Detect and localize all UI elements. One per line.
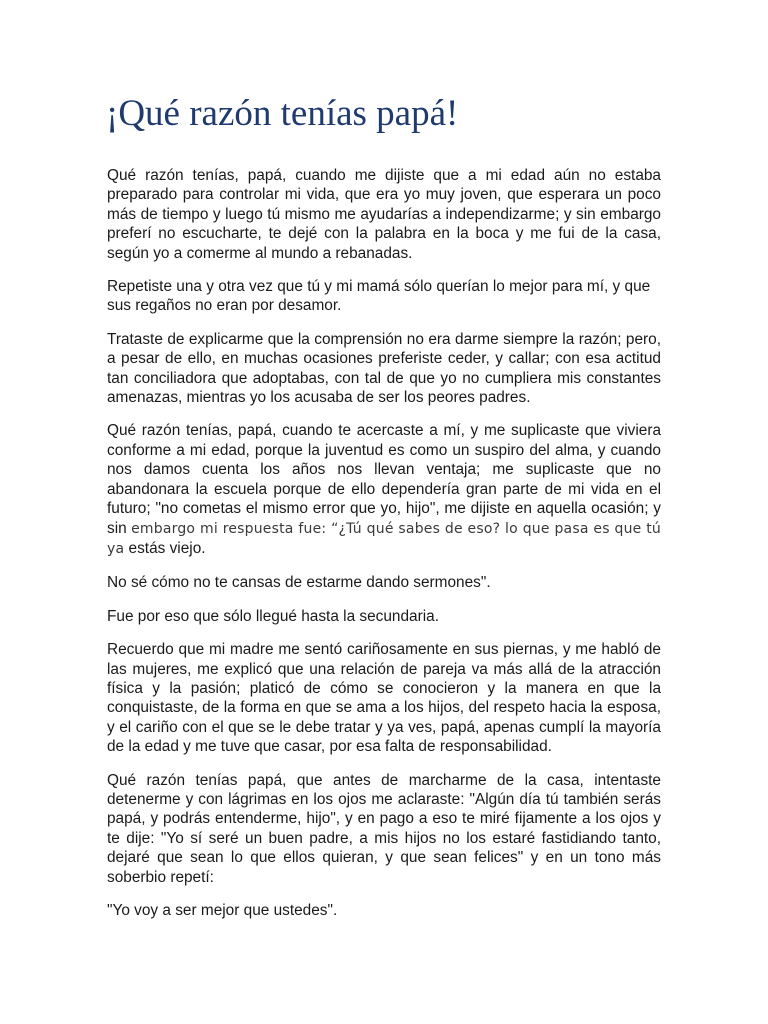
- paragraph-1: Qué razón tenías, papá, cuando me dijiste que a mi edad aún no estaba preparado para controlar mi vida, que era yo muy joven, que esperara un poco más de tiempo y luego tú mismo me ayudarías a independizarme; y sin embargo preferí no escucharte, te dejé con la palabra en la boca y me fui de la casa, según yo a comerme al mundo a rebanadas.: [107, 167, 661, 262]
- paragraph-8: Qué razón tenías papá, que antes de marcharme de la casa, intentaste detenerme y con lágrimas en los ojos me aclaraste: "Algún día tú también serás papá, y podrás entenderme, hijo", y en pago a eso te miré fijamente a los ojos y te dije: "Yo sí seré un buen padre, a mis hijos no los estaré fastidiando tanto, dejaré que sean lo que ellos quieran, y que sean felices" y en un tono más soberbio repetí:: [107, 771, 661, 886]
- paragraph-4-ending: estás viejo.: [128, 539, 206, 557]
- paragraph-7: Recuerdo que mi madre me sentó cariñosamente en sus piernas, y me habló de las mujeres, me explicó que una relación de pareja va más allá de la atracción física y la pasión; platicó de cómo se conocieron y la manera en que la conquistaste, de la forma en que se ama a los hijos, del respeto hacia la esposa, y el cariño con el que se le debe tratar y ya ves, papá, apenas cumplí la mayoría de la edad y me tuve que casar, por esa falta de responsabilidad.: [107, 641, 661, 756]
- paragraph-9: "Yo voy a ser mejor que ustedes".: [107, 902, 338, 919]
- paragraph-2: Repetiste una y otra vez que tú y mi mamá sólo querían lo mejor para mí, y que sus regaños no eran por desamor.: [107, 278, 651, 315]
- document-title: ¡Qué razón tenías papá!: [106, 93, 459, 134]
- paragraph-4-quote: embargo mi respuesta fue: “¿Tú qué sabes de eso? lo que pasa es que tú ya: [107, 520, 662, 557]
- paragraph-3: Trataste de explicarme que la comprensión no era darme siempre la razón; pero, a pesar de ello, en muchas ocasiones preferiste ceder, y callar; con esa actitud tan conciliadora que adoptabas, con tal de que yo no cumpliera mis constantes amenazas, mientras yo los acusaba de ser los peores padres.: [107, 330, 661, 407]
- paragraph-6: Fue por eso que sólo llegué hasta la secundaria.: [107, 607, 439, 625]
- paragraph-4: [107, 421, 661, 559]
- document-body: [107, 166, 661, 934]
- paragraph-5: No sé cómo no te cansas de estarme dando sermones".: [107, 574, 491, 592]
- paragraph-4-text: Qué razón tenías, papá, cuando te acercaste a mí, y me suplicaste que viviera conforme a mi edad, porque la juventud es como un suspiro del alma, y cuando nos damos cuenta los años nos llevan ventaja; me suplicaste que no abandonara la escuela porque de ello dependería gran parte de mi vida en el futuro; "no cometas el mismo error que yo, hijo", me dijiste en aquella ocasión; y sin: [107, 422, 661, 537]
